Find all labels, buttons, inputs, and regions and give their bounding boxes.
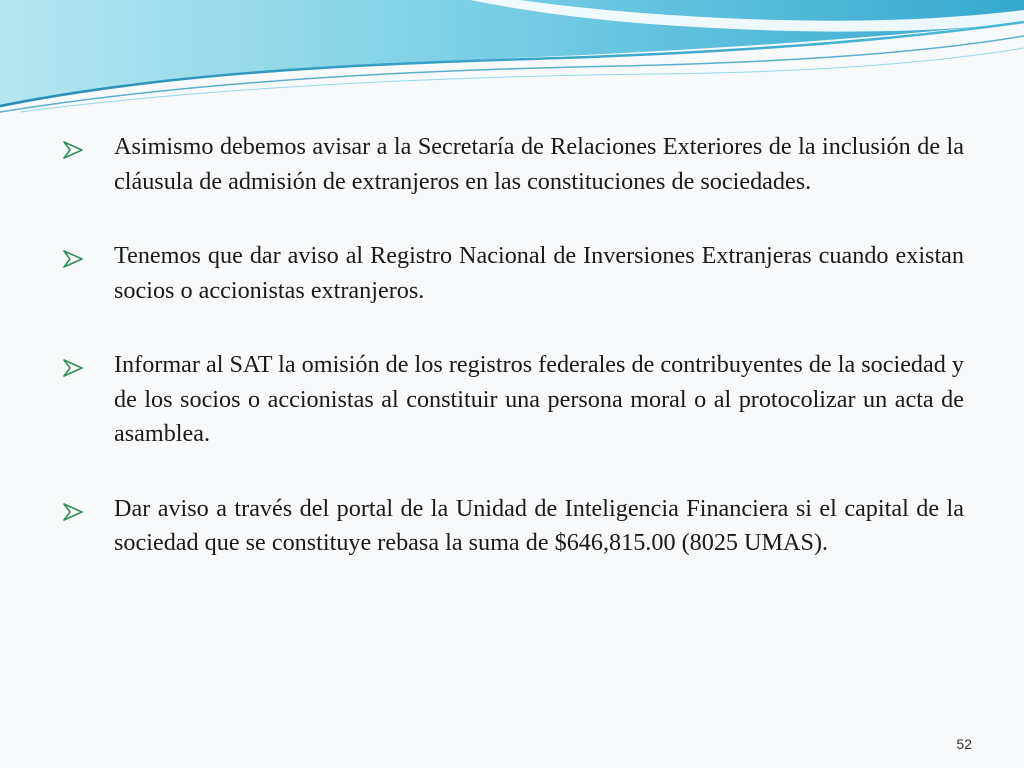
bullet-item-4 <box>62 492 964 561</box>
arrow-bullet-icon <box>62 249 84 269</box>
bullet-list <box>62 130 964 601</box>
bullet-text: Asimismo debemos avisar a la Secretaría de Relaciones Exteriores de la inclusión de la cláusula de admisión de extranjeros en las constituciones de sociedades. <box>114 133 964 195</box>
page-number: 52 <box>956 736 972 752</box>
arrow-bullet-icon <box>62 358 84 378</box>
header-wave-decoration <box>0 0 1024 130</box>
bullet-item-2 <box>62 239 964 308</box>
bullet-text: Tenemos que dar aviso al Registro Nacional de Inversiones Extranjeras cuando existan socios o accionistas extranjeros. <box>114 242 964 304</box>
bullet-text: Informar al SAT la omisión de los registros federales de contribuyentes de la sociedad y de los socios o accionistas al constituir una persona moral o al protocolizar un acta de asamblea. <box>114 351 964 447</box>
arrow-bullet-icon <box>62 502 84 522</box>
bullet-item-1 <box>62 130 964 199</box>
bullet-item-3 <box>62 348 964 452</box>
arrow-bullet-icon <box>62 140 84 160</box>
bullet-text: Dar aviso a través del portal de la Unidad de Inteligencia Financiera si el capital de la sociedad que se constituye rebasa la suma de $646,815.00 (8025 UMAS). <box>114 494 964 556</box>
